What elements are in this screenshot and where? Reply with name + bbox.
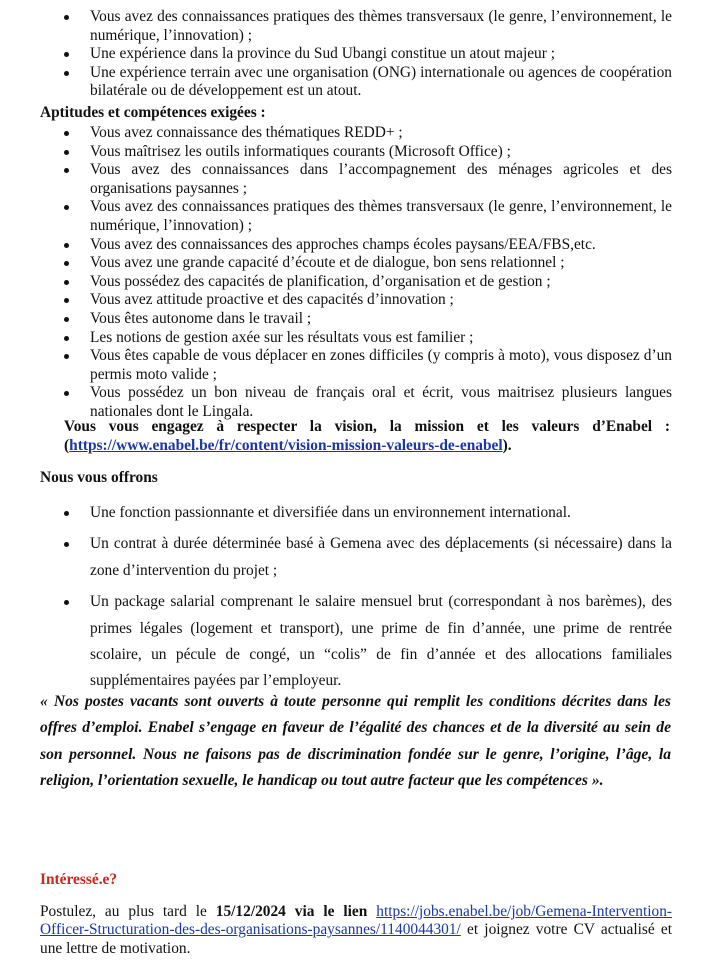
list-item: Vous avez des connaissances pratiques des thèmes transversaux (le genre, l’environnement, le numérique, l’innovation) ; bbox=[40, 198, 672, 235]
list-item: Une expérience dans la province du Sud Ubangi constitue un atout majeur ; bbox=[40, 45, 672, 64]
list-item: Vous avez des connaissances pratiques des thèmes transversaux (le genre, l’environnement, le numérique, l’innovation) ; bbox=[40, 8, 672, 45]
list-item: Vous maîtrisez les outils informatiques courants (Microsoft Office) ; bbox=[40, 143, 672, 162]
list-item: Vous êtes capable de vous déplacer en zones difficiles (y compris à moto), vous disposez d’un permis moto valide ; bbox=[40, 347, 672, 384]
apply-text-end: et joignez votre CV actualisé et une lettre de motivation. bbox=[40, 921, 672, 957]
values-link[interactable]: https://www.enabel.be/fr/content/vision-mission-valeurs-de-enabel bbox=[69, 436, 503, 454]
list-item: Une fonction passionnante et diversifiée dans un environnement international. bbox=[40, 500, 672, 526]
apply-deadline: 15/12/2024 via le lien bbox=[215, 903, 368, 920]
offers-list bbox=[40, 500, 672, 700]
list-item: Vous êtes autonome dans le travail ; bbox=[40, 310, 672, 329]
transversal-list bbox=[40, 8, 672, 101]
list-item: Vous avez connaissance des thématiques REDD+ ; bbox=[40, 124, 672, 143]
offer-heading: Nous vous offrons bbox=[40, 469, 158, 486]
application-instructions bbox=[40, 903, 672, 958]
interested-heading: Intéressé.e? bbox=[40, 871, 118, 888]
list-item: Vous possédez un bon niveau de français oral et écrit, vous maitrisez plusieurs langues nationales dont le Lingala. bbox=[40, 384, 672, 421]
list-item: Vous possédez des capacités de planification, d’organisation et de gestion ; bbox=[40, 273, 672, 292]
apply-link[interactable]: https://jobs.enabel.be/job/Gemena-Intervention-Officer-Structuration-des-des-organisations-paysannes/1140044301/ bbox=[40, 903, 673, 939]
apply-text: Postulez, au plus tard le bbox=[40, 903, 216, 920]
values-commitment bbox=[64, 418, 670, 455]
list-item: Vous avez attitude proactive et des capacités d’innovation ; bbox=[40, 291, 672, 310]
values-text: Vous vous engagez à respecter la vision, la mission et les valeurs d’Enabel :( bbox=[64, 418, 670, 454]
list-item: Vous avez des connaissances dans l’accompagnement des ménages agricoles et des organisations paysannes ; bbox=[40, 161, 672, 198]
skills-list bbox=[40, 124, 672, 422]
list-item: Vous avez une grande capacité d’écoute et de dialogue, bon sens relationnel ; bbox=[40, 254, 672, 273]
equal-opportunity-statement: « Nos postes vacants sont ouverts à toute personne qui remplit les conditions décrites dans les offres d’emploi. Enabel s’engage en faveur de l’égalité des chances et de la diversité au sein de son personnel. Nous ne faisons pas de discrimination fondée sur le genre, l’origine, l’âge, la religion, l’orientation sexuelle, le handicap ou tout autre facteur que les compétences ». bbox=[40, 693, 671, 790]
list-item: Un contrat à durée déterminée basé à Gemena avec des déplacements (si nécessaire) dans la zone d’intervention du projet ; bbox=[40, 531, 672, 584]
list-item: Une expérience terrain avec une organisation (ONG) internationale ou agences de coopération bilatérale ou de développement est un atout. bbox=[40, 64, 672, 101]
list-item: Les notions de gestion axée sur les résultats vous est familier ; bbox=[40, 329, 672, 348]
values-text-end: ). bbox=[502, 436, 512, 454]
list-item: Un package salarial comprenant le salaire mensuel brut (correspondant à nos barèmes), des primes légales (logement et transport), une prime de fin d’année, une prime de rentrée scolaire, un pécule de congé, un “colis” de fin d’année et des allocations familiales supplémentaires payées par l’employeur. bbox=[40, 589, 672, 695]
skills-heading: Aptitudes et compétences exigées : bbox=[40, 104, 266, 121]
list-item: Vous avez des connaissances des approches champs écoles paysans/EEA/FBS,etc. bbox=[40, 236, 672, 255]
